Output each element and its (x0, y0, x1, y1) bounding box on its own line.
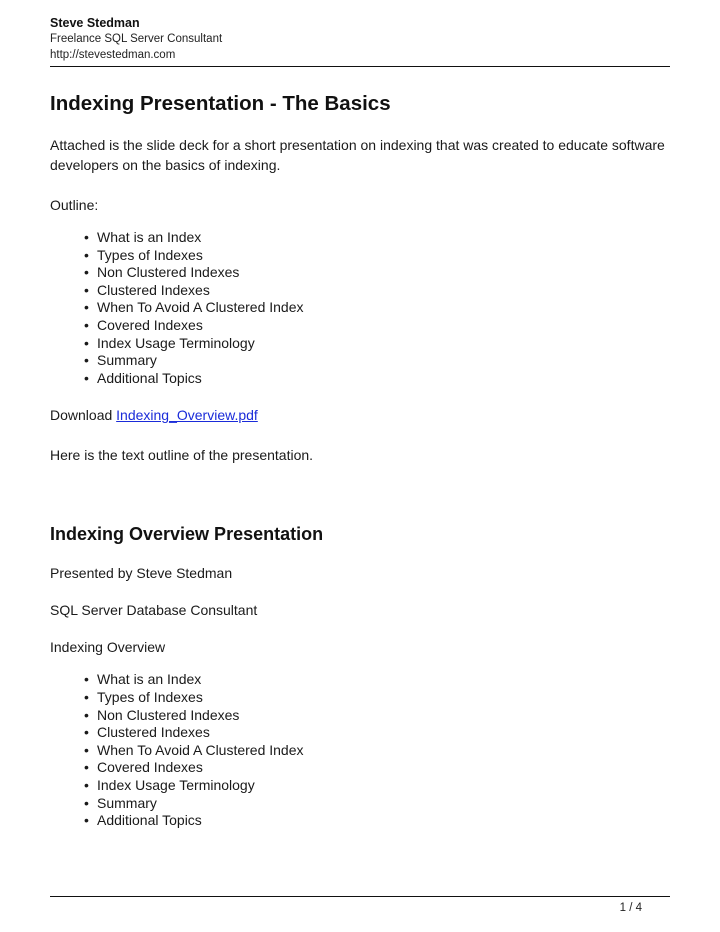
text-outline-note: Here is the text outline of the presentation. (50, 447, 314, 464)
list-item: • Clustered Indexes (50, 282, 670, 300)
list-item: • Additional Topics (50, 370, 670, 388)
list-item: • Summary (50, 795, 670, 813)
list-item: • Covered Indexes (50, 759, 670, 777)
download-line (50, 405, 670, 425)
list-item: • What is an Index (50, 671, 670, 689)
article-title: Indexing Presentation - The Basics (50, 92, 391, 115)
presented-by: Presented by Steve Stedman (50, 565, 233, 582)
list-item: • Index Usage Terminology (50, 335, 670, 353)
outline-label: Outline: (50, 197, 99, 213)
header-divider (50, 66, 670, 67)
main-content (50, 91, 670, 830)
presentation-title: Indexing Overview Presentation (50, 524, 324, 545)
presenter-role: SQL Server Database Consultant (50, 602, 258, 619)
list-item: • Covered Indexes (50, 317, 670, 335)
download-label: Download (50, 407, 113, 424)
header-url: http://stevestedman.com (50, 49, 176, 61)
header-subtitle: Freelance SQL Server Consultant (50, 33, 223, 45)
list-item: • Types of Indexes (50, 689, 670, 707)
list-item: • Non Clustered Indexes (50, 264, 670, 282)
page-number: 1 / 4 (619, 902, 642, 914)
list-item: • When To Avoid A Clustered Index (50, 742, 670, 760)
download-pdf-link[interactable]: Indexing_Overview.pdf (116, 407, 258, 424)
list-item: • Index Usage Terminology (50, 777, 670, 795)
list-item: • When To Avoid A Clustered Index (50, 299, 670, 317)
footer-divider (50, 896, 670, 897)
header-author: Steve Stedman (50, 16, 140, 30)
document-page (50, 0, 670, 932)
outline-list (50, 229, 670, 387)
presentation-outline-list (50, 671, 670, 829)
section-label: Indexing Overview (50, 639, 166, 656)
list-item: • Summary (50, 352, 670, 370)
article-intro: Attached is the slide deck for a short presentation on indexing that was created to educate software developers on the basics of indexing. (50, 137, 665, 173)
list-item: • Clustered Indexes (50, 724, 670, 742)
list-item: • Additional Topics (50, 812, 670, 830)
list-item: • Types of Indexes (50, 247, 670, 265)
list-item: • What is an Index (50, 229, 670, 247)
list-item: • Non Clustered Indexes (50, 707, 670, 725)
